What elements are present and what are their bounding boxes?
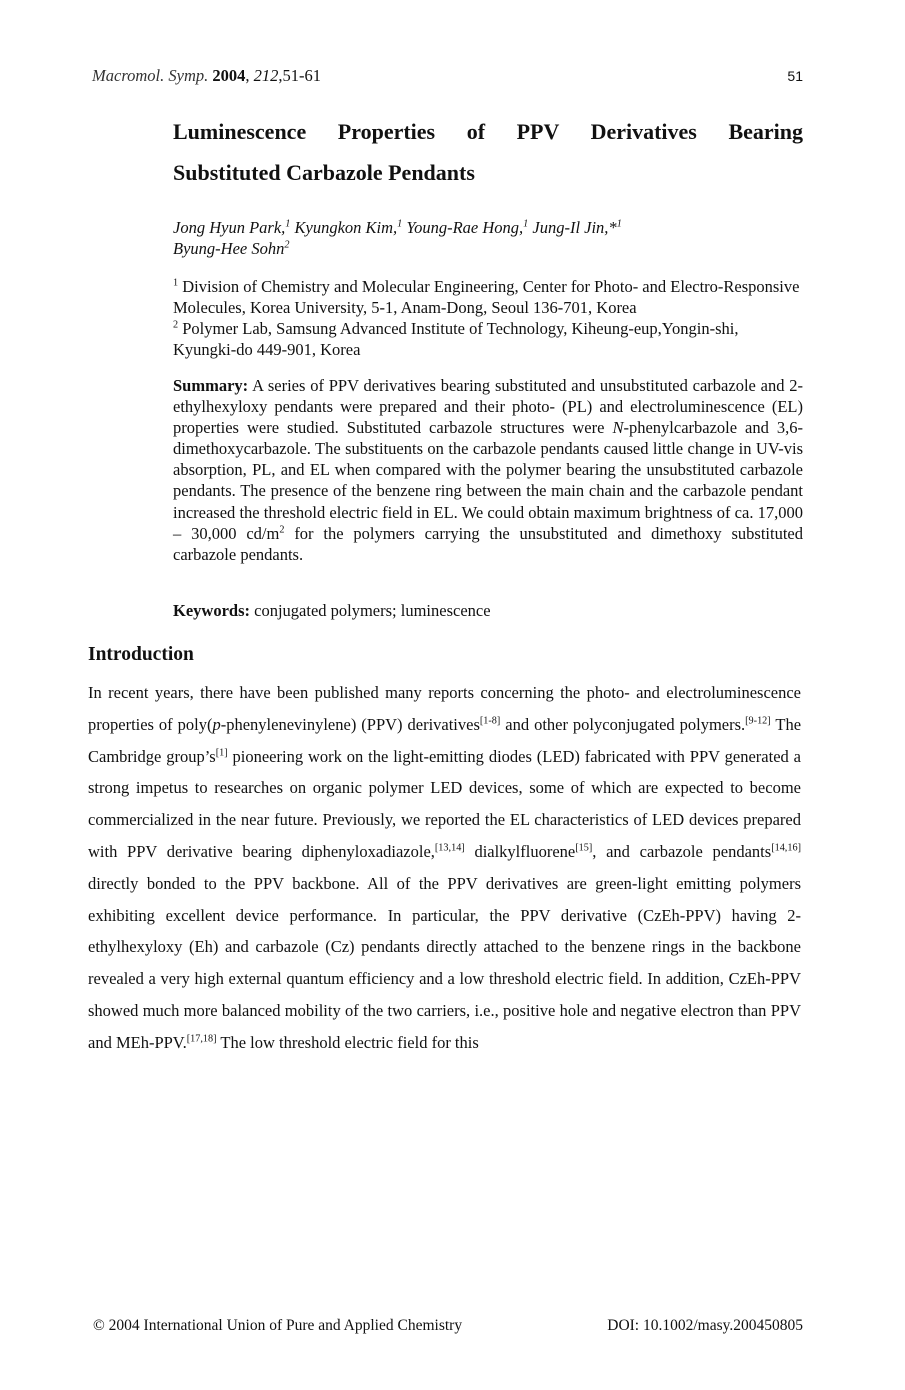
author-name: Byung-Hee Sohn (173, 239, 285, 258)
affiliation-mark: 2 (173, 319, 179, 331)
keywords-text: conjugated polymers; luminescence (254, 601, 491, 620)
abstract-text: -phenylcarbazole and 3,6-dimethoxycarbazole. The substituents on the carbazole pendants caused little change in UV-vis absorption, PL, and EL when compared with the polymer bearing the unsubstituted carbazole pendants. The presence of the benzene ring between the main chain and the carbazole pendant increased the threshold electric field in EL. We could obtain maximum brightness of ca. 17,000 – 30,000 cd/m (173, 418, 804, 543)
body-italic: p (212, 714, 221, 734)
author-affiliation-mark: 1 (285, 218, 291, 230)
abstract-label: Summary: (173, 376, 249, 395)
affiliation-item (173, 318, 805, 360)
title-line-1: Luminescence Properties of PPV Derivatives Bearing (173, 119, 803, 144)
body-text: The Cambridge group’s (88, 714, 802, 766)
affiliation-text: Division of Chemistry and Molecular Engineering, Center for Photo- and Electro-Responsive Molecules, Korea University, 5-1, Anam-Dong, Seoul 136-701, Korea (173, 277, 800, 317)
citation: [9-12] (745, 715, 771, 727)
keywords (173, 601, 803, 621)
citation: [14,16] (771, 842, 801, 854)
abstract (173, 375, 803, 565)
author-name: Young-Rae Hong, (406, 218, 524, 237)
affiliation-mark: 1 (173, 277, 179, 289)
abstract-italic: N (612, 418, 624, 438)
affiliations (173, 276, 805, 360)
doi: DOI: 10.1002/masy.200450805 (607, 1317, 803, 1334)
body-text: The low threshold electric field for this (220, 1032, 479, 1052)
abstract-text: A series of PPV derivatives bearing substituted and unsubstituted carbazole and 2-ethylhexyloxy pendants were prepared and their photo- (PL) and electroluminescence (EL) properties were studied. Substituted carbazole structures were (173, 376, 804, 438)
body-text: dialkylfluorene (474, 841, 576, 861)
body-text: -phenylenevinylene) (PPV) derivatives (220, 714, 480, 734)
journal-pages: 51-61 (282, 66, 321, 85)
citation: [13,14] (434, 842, 465, 854)
author-affiliation-mark: 2 (284, 239, 290, 251)
author-name: Jong Hyun Park, (173, 218, 286, 237)
body-text: In recent years, there have been published many reports concerning the photo- and electroluminescence properties of poly( (88, 683, 801, 734)
affiliation-item (173, 276, 805, 318)
section-heading: Introduction (88, 644, 194, 665)
journal-name: Macromol. Symp. (92, 66, 209, 85)
citation: [17,18] (186, 1033, 217, 1045)
body-text: directly bonded to the PPV backbone. All of the PPV derivatives are green-light emitting polymers exhibiting excellent device performance. In particular, the PPV derivative (CzEh-PPV) having 2-ethylhexyloxy (Eh) and carbazole (Cz) pendants directly attached to the benzene rings in the backbone revealed a very high external quantum efficiency and a low threshold electric field. In addition, CzEh-PPV showed much more balanced mobility of the two carriers, i.e., positive hole and negative electron than PPV and MEh-PPV. (88, 873, 801, 1052)
journal-volume: 212 (253, 66, 279, 85)
citation: [1-8] (479, 715, 501, 727)
abstract-text: for the polymers carrying the unsubstituted and dimethoxy substituted carbazole pendants. (173, 523, 804, 564)
journal-year: 2004 (212, 66, 246, 85)
body-text: , and carbazole pendants (592, 841, 772, 861)
author-name: Kyungkon Kim, (294, 218, 398, 237)
author-list (173, 217, 803, 259)
affiliation-text: Polymer Lab, Samsung Advanced Institute of Technology, Kiheung-eup,Yongin-shi, Kyungki-do 449-901, Korea (173, 319, 739, 359)
author-affiliation-mark: 1 (397, 218, 403, 230)
copyright-notice: © 2004 International Union of Pure and Applied Chemistry (93, 1317, 463, 1334)
abstract-superscript: 2 (279, 524, 285, 536)
citation: [15] (575, 842, 593, 854)
author-name: Jung-Il Jin,* (532, 218, 617, 237)
author-affiliation-mark: 1 (523, 218, 529, 230)
body-text: pioneering work on the light-emitting diodes (LED) fabricated with PPV generated a strong impetus to researches on organic polymer LED devices, some of which are expected to become commercialized in the near future. Previously, we reported the EL characteristics of LED devices prepared with PPV derivative bearing diphenyloxadiazole, (88, 746, 801, 861)
running-head: Macromol. Symp. 2004, 212,51-61 (92, 66, 321, 85)
body-text: and other polyconjugated polymers. (505, 714, 746, 734)
keywords-label: Keywords: (173, 601, 250, 620)
citation: [1] (215, 747, 228, 759)
title-line-2: Substituted Carbazole Pendants (173, 160, 475, 185)
paper-title (173, 111, 803, 193)
author-affiliation-mark: 1 (616, 218, 622, 230)
page-number: 51 (787, 68, 803, 84)
introduction-body (88, 677, 801, 1059)
